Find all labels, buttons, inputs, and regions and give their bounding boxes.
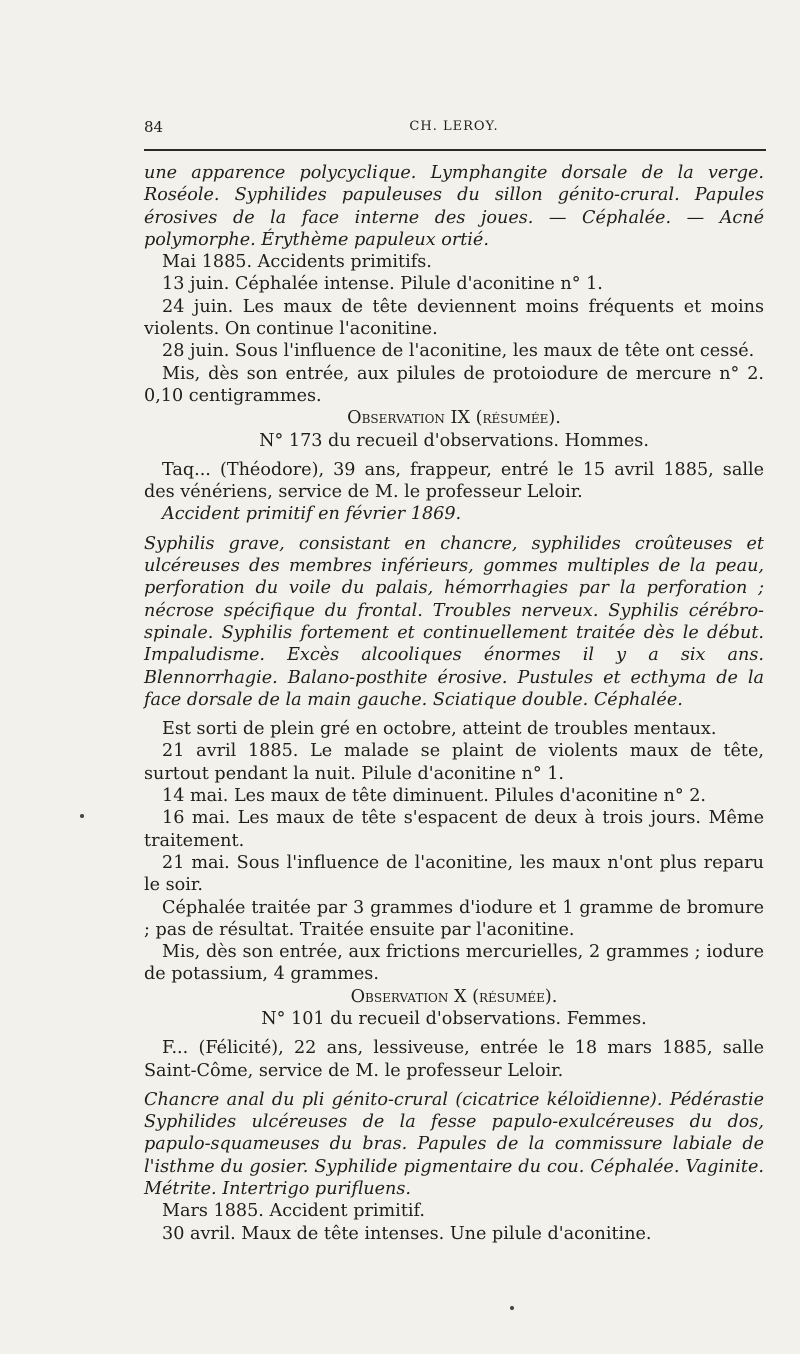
patient-x-history: Chancre anal du pli génito-crural (cicatrice kéloïdienne). Pédérastie Syphilides ulcéreuses de la fesse papulo-exulcéreuses du dos, papulo-squameuses du bras. Papules de la commissure labiale de l'isthme du gosier. Syphilide pigmentaire du cou. Céphalée. Vaginite. Métrite. Intertrigo purifluens. [144, 1089, 764, 1200]
page-number: 84 [144, 118, 164, 136]
spacer [144, 452, 764, 459]
entry-30-avril: 30 avril. Maux de tête intenses. Une pilule d'aconitine. [162, 1223, 652, 1244]
entry-13-juin: 13 juin. Céphalée intense. Pilule d'aconitine n° 1. [162, 274, 603, 295]
observation-ix-title: Observation IX (résumée). [347, 408, 561, 429]
accident-date: Mai 1885. Accidents primitifs. [162, 252, 432, 273]
observation-x-title: Observation X (résumée). [350, 986, 558, 1007]
spacer [144, 1082, 764, 1089]
patient-ix-history: Syphilis grave, consistant en chancre, syphilides croûteuses et ulcéreuses des membres inférieurs, gommes multiples de la peau, perforation du voile du palais, hémorrhagies par la perforation ; nécrose spécifique du frontal. Troubles nerveux. Syphilis cérébro-spinale. Syphilis fortement et continuellement traitée dès le début. Impaludisme. Excès alcooliques énormes il y a six ans. Blennorrhagie. Balano-posthite érosive. Pustules et ecthyma de la face dorsale de la main gauche. Sciatique double. Céphalée. [144, 533, 764, 710]
ink-speck [510, 1306, 514, 1310]
entry-16-mai: 16 mai. Les maux de tête s'espacent de deux à trois jours. Même traitement. [144, 808, 764, 851]
observation-ix-register: N° 173 du recueil d'observations. Hommes. [259, 430, 649, 451]
patient-ix-treatment: Mis, dès son entrée, aux frictions mercurielles, 2 grammes ; iodure de potassium, 4 grammes. [144, 942, 764, 985]
entry-21-avril: 21 avril 1885. Le malade se plaint de violents maux de tête, surtout pendant la nuit. Pilule d'aconitine n° 1. [144, 741, 764, 784]
spacer [144, 711, 764, 718]
patient-x-accident: Mars 1885. Accident primitif. [162, 1201, 425, 1222]
header-rule [144, 149, 766, 151]
entry-28-juin: 28 juin. Sous l'influence de l'aconitine, les maux de tête ont cessé. [162, 341, 755, 362]
spacer [144, 1030, 764, 1037]
case-description-continued: une apparence polycyclique. Lymphangite dorsale de la verge. Roséole. Syphilides papuleuses du sillon génito-crural. Papules érosives de la face interne des joues. — Céphalée. — Acné polymorphe. Érythème papuleux ortié. [144, 163, 764, 250]
spacer [144, 526, 764, 533]
patient-ix-accident: Accident primitif en février 1869. [162, 504, 462, 525]
running-header [144, 118, 764, 140]
observation-x-register: N° 101 du recueil d'observations. Femmes. [261, 1008, 647, 1029]
page-body [144, 162, 764, 1245]
cephalee-treatment: Céphalée traitée par 3 grammes d'iodure et 1 gramme de bromure ; pas de résultat. Traitée ensuite par l'aconitine. [144, 897, 764, 940]
running-title: CH. LEROY. [409, 119, 499, 134]
entry-14-mai: 14 mai. Les maux de tête diminuent. Pilules d'aconitine n° 2. [162, 786, 706, 807]
treatment-note: Mis, dès son entrée, aux pilules de protoiodure de mercure n° 2. 0,10 centigrammes. [144, 363, 764, 406]
patient-ix-discharge: Est sorti de plein gré en octobre, atteint de troubles mentaux. [162, 719, 717, 740]
entry-24-juin: 24 juin. Les maux de tête deviennent moins fréquents et moins violents. On continue l'aconitine. [144, 296, 764, 340]
ink-speck [80, 814, 84, 818]
entry-21-mai: 21 mai. Sous l'influence de l'aconitine, les maux n'ont plus reparu le soir. [144, 852, 764, 896]
patient-x-intro: F... (Félicité), 22 ans, lessiveuse, entrée le 18 mars 1885, salle Saint-Côme, service de M. le professeur Leloir. [144, 1038, 764, 1081]
patient-ix-intro: Taq... (Théodore), 39 ans, frappeur, entré le 15 avril 1885, salle des vénériens, service de M. le professeur Leloir. [144, 459, 764, 503]
